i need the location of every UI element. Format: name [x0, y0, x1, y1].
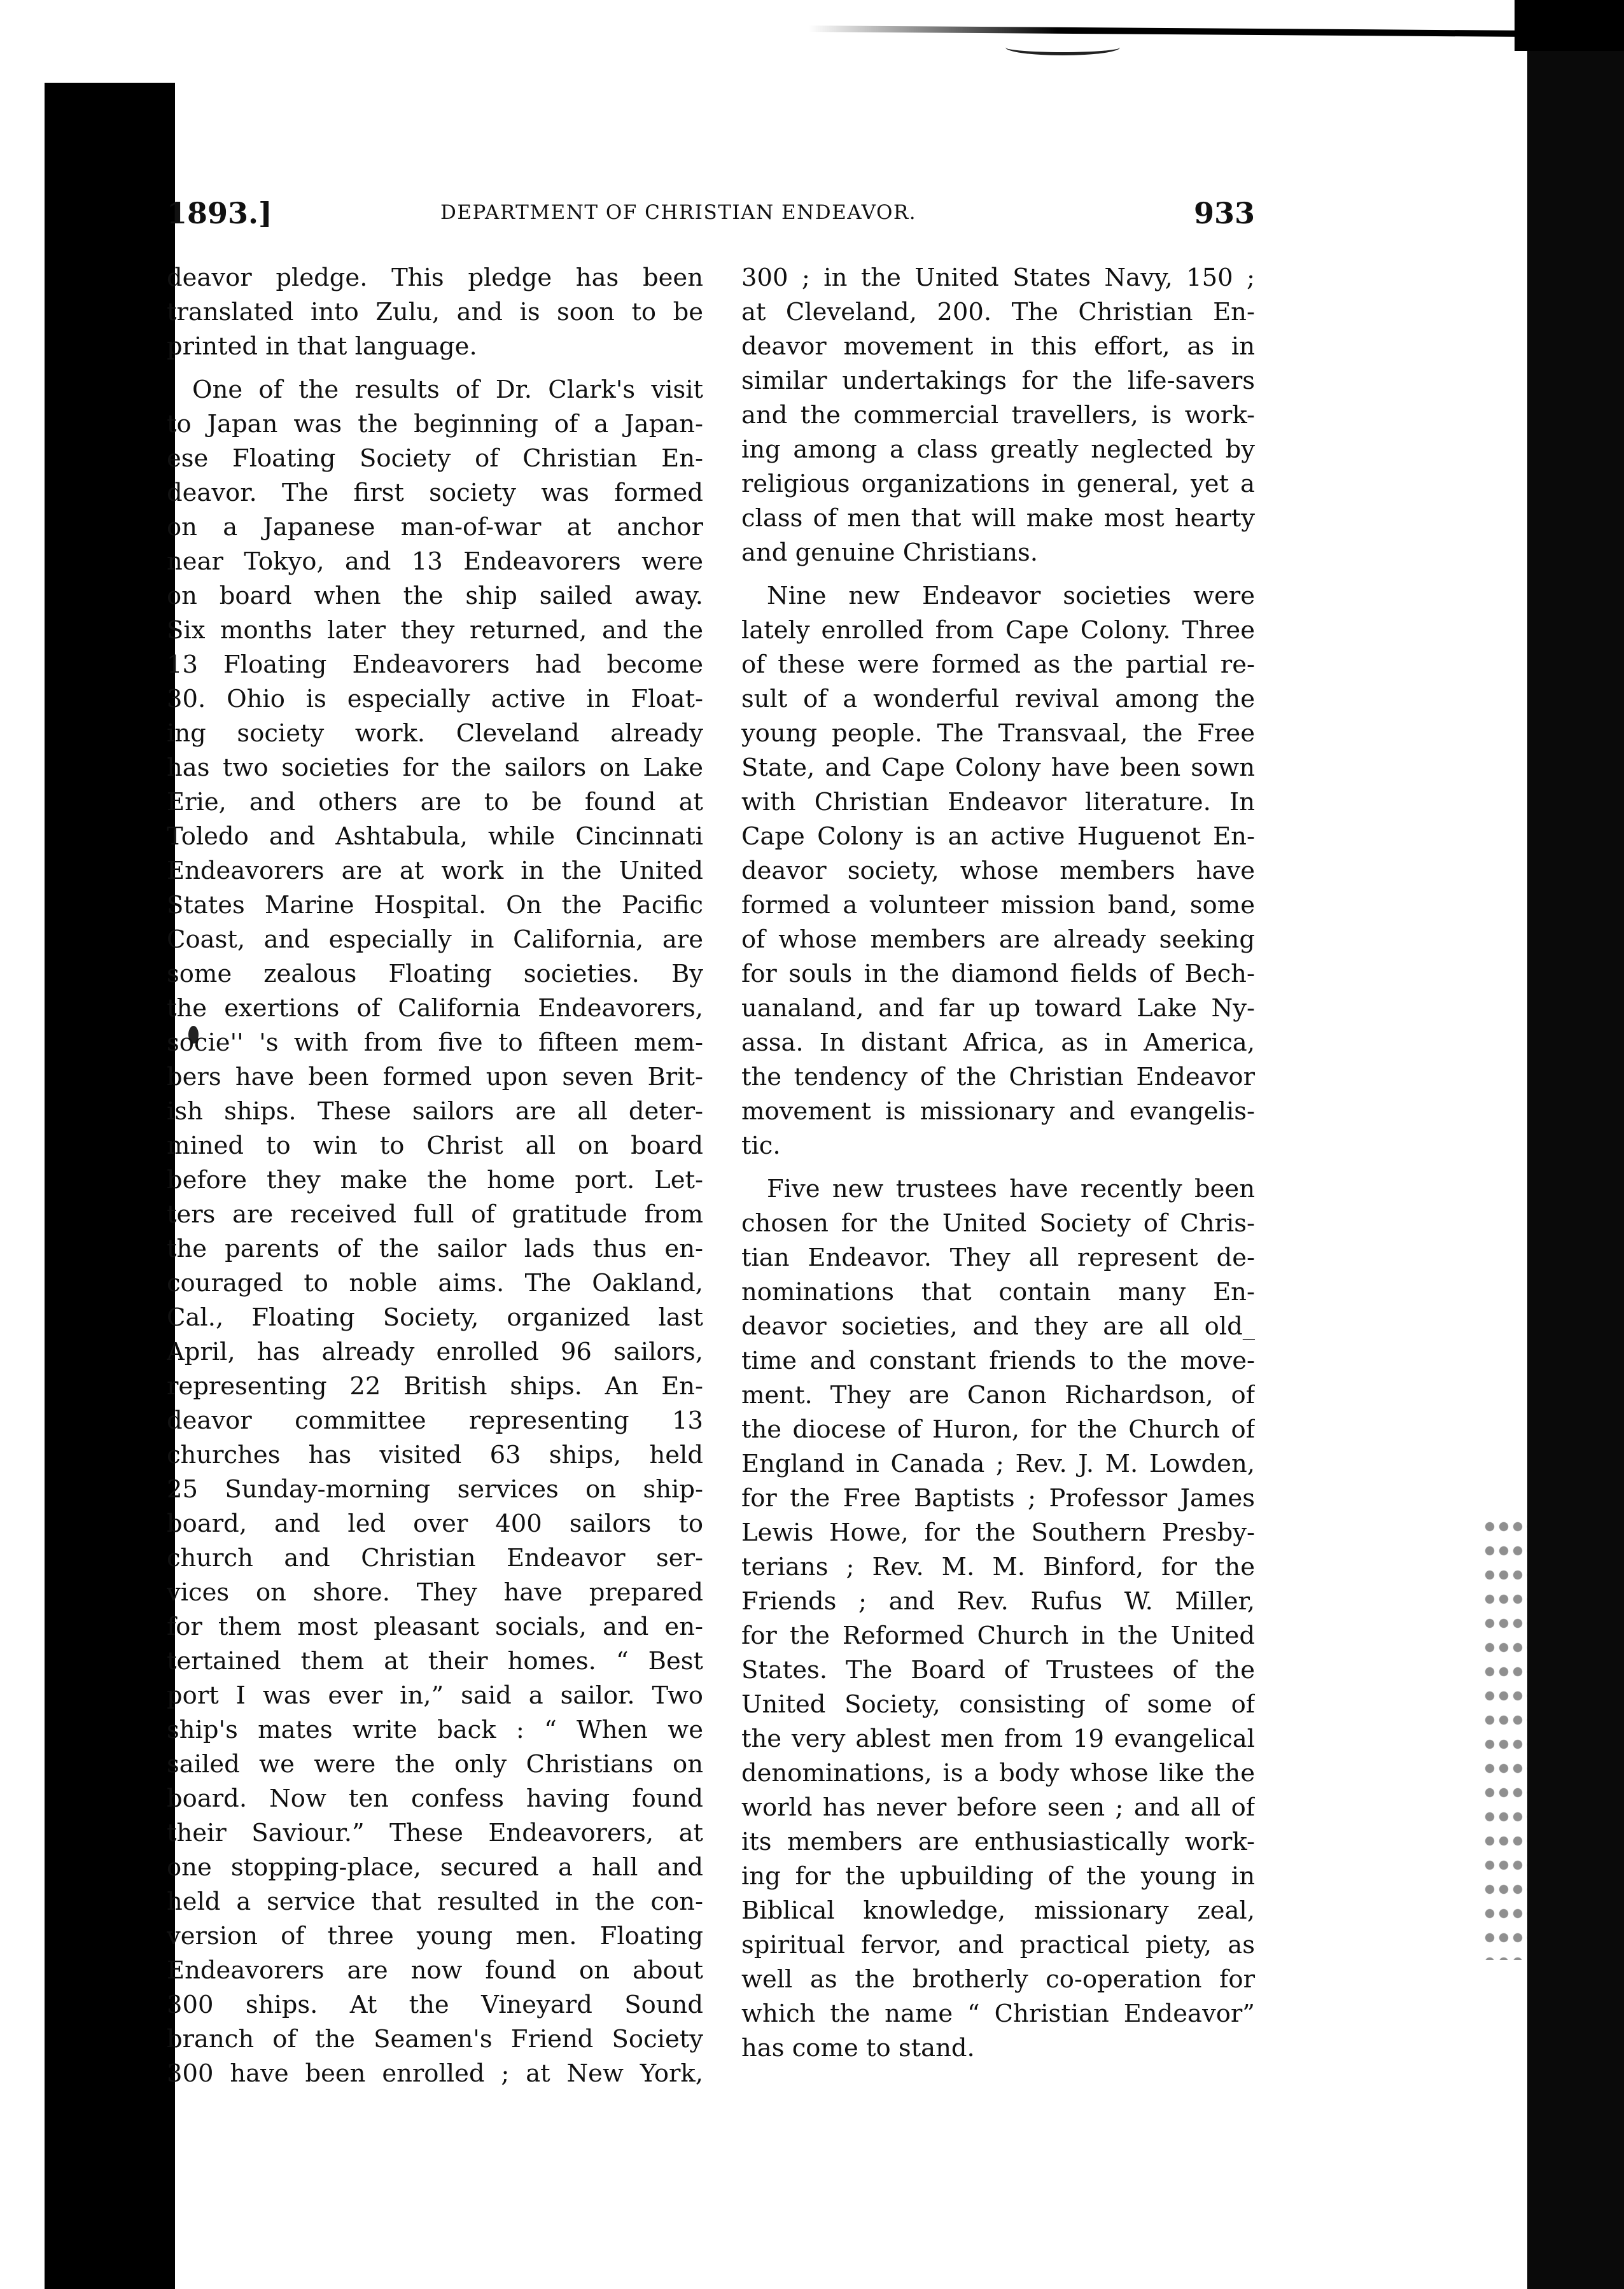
text-line: its members are enthusiastically work- [741, 1828, 1255, 1856]
text-line: States. The Board of Trustees of the [741, 1656, 1255, 1684]
text-line: ing among a class greatly neglected by [741, 435, 1255, 464]
text-line: denominations, is a body whose like the [741, 1759, 1255, 1788]
text-line: nominations that contain many En- [741, 1278, 1255, 1306]
scan-margin-left [45, 83, 175, 2289]
text-line: Friends ; and Rev. Rufus W. Miller, [741, 1587, 1255, 1616]
text-line: 25 Sunday-morning services on ship- [167, 1475, 703, 1504]
text-line: Erie, and others are to be found at [167, 788, 703, 816]
text-line: has come to stand. [741, 2034, 975, 2062]
text-line: with Christian Endeavor literature. In [741, 788, 1255, 816]
text-line: vices on shore. They have prepared [167, 1578, 703, 1607]
text-line: class of men that will make most hearty [741, 504, 1255, 533]
text-line: Endeavorers are now found on about [167, 1956, 703, 1985]
text-line: churches has visited 63 ships, held [167, 1441, 703, 1469]
text-line: which the name “ Christian Endeavor” [741, 1999, 1255, 2028]
text-line: ship's mates write back : “ When we [167, 1716, 703, 1744]
text-line: world has never before seen ; and all of [741, 1793, 1255, 1822]
text-line: State, and Cape Colony have been sown [741, 753, 1255, 782]
text-line: and genuine Christians. [741, 538, 1039, 567]
running-head [167, 196, 1255, 234]
text-line: terians ; Rev. M. M. Binford, for the [741, 1553, 1255, 1581]
text-line: near Tokyo, and 13 Endeavorers were [167, 547, 703, 576]
text-line: States Marine Hospital. On the Pacific [167, 891, 703, 920]
text-line: on a Japanese man-of-war at anchor [167, 513, 703, 542]
text-line: religious organizations in general, yet a [741, 470, 1255, 498]
text-line: their Saviour.” These Endeavorers, at [167, 1819, 703, 1847]
text-column-left [167, 261, 703, 2091]
text-line: of whose members are already seeking [741, 925, 1255, 954]
text-line: held a service that resulted in the con- [167, 1887, 703, 1916]
text-line: the very ablest men from 19 evangelical [741, 1725, 1255, 1753]
text-line: assa. In distant Africa, as in America, [741, 1028, 1255, 1057]
text-line: Toledo and Ashtabula, while Cincinnati [167, 822, 703, 851]
text-line: printed in that language. [167, 332, 477, 361]
text-line: One of the results of Dr. Clark's visit [192, 375, 703, 404]
text-line: tic. [741, 1131, 781, 1160]
text-line: tian Endeavor. They all represent de- [741, 1243, 1255, 1272]
text-line: on board when the ship sailed away. [167, 582, 703, 610]
text-line: Nine new Endeavor societies were [767, 582, 1255, 610]
page-number: 933 [1193, 196, 1255, 230]
text-line: translated into Zulu, and is soon to be [167, 298, 703, 326]
text-line: uanaland, and far up toward Lake Ny- [741, 994, 1255, 1023]
text-line: young people. The Transvaal, the Free [741, 719, 1255, 748]
text-line: before they make the home port. Let- [167, 1166, 703, 1194]
text-line: 300 ; in the United States Navy, 150 ; [741, 263, 1255, 292]
text-line: for them most pleasant socials, and en- [167, 1613, 703, 1641]
text-line: ese Floating Society of Christian En- [167, 444, 703, 473]
text-line: socie'' 's with from five to fifteen mem- [167, 1028, 703, 1057]
text-line: to Japan was the beginning of a Japan- [167, 410, 703, 438]
text-line: mined to win to Christ all on board [167, 1131, 703, 1160]
text-line: port I was ever in,” said a sailor. Two [167, 1681, 703, 1710]
text-line: the tendency of the Christian Endeavor [741, 1063, 1255, 1091]
text-line: version of three young men. Floating [167, 1922, 703, 1950]
paragraph-gap [741, 570, 1255, 579]
text-line: Six months later they returned, and the [167, 616, 703, 645]
text-line: board. Now ten confess having found [167, 1784, 703, 1813]
text-line: church and Christian Endeavor ser- [167, 1544, 703, 1572]
text-line: has two societies for the sailors on Lake [167, 753, 703, 782]
text-line: sailed we were the only Christians on [167, 1750, 703, 1779]
text-line: April, has already enrolled 96 sailors, [167, 1338, 703, 1366]
text-line: sult of a wonderful revival among the [741, 685, 1255, 713]
text-line: 300 ships. At the Vineyard Sound [167, 1991, 703, 2019]
text-line: of these were formed as the partial re- [741, 650, 1255, 679]
text-line: some zealous Floating societies. By [167, 960, 703, 988]
text-line: Biblical knowledge, missionary zeal, [741, 1896, 1255, 1925]
text-line: Cal., Floating Society, organized last [167, 1303, 703, 1332]
text-line: similar undertakings for the life-savers [741, 367, 1255, 395]
text-line: time and constant friends to the move- [741, 1347, 1255, 1375]
text-line: at Cleveland, 200. The Christian En- [741, 298, 1255, 326]
scan-streak-top [808, 25, 1521, 37]
text-line: Endeavorers are at work in the United [167, 857, 703, 885]
scan-specks-right [1483, 1515, 1527, 1960]
text-line: deavor. The first society was formed [167, 479, 703, 507]
text-line: bers have been formed upon seven Brit- [167, 1063, 703, 1091]
text-line: movement is missionary and evangelis- [741, 1097, 1255, 1126]
text-line: branch of the Seamen's Friend Society [167, 2025, 703, 2054]
text-line: the diocese of Huron, for the Church of [741, 1415, 1255, 1444]
text-line: formed a volunteer mission band, some [741, 891, 1255, 920]
text-line: Cape Colony is an active Huguenot En- [741, 822, 1255, 851]
text-line: ish ships. These sailors are all deter- [167, 1097, 703, 1126]
text-line: 300 have been enrolled ; at New York, [167, 2059, 703, 2088]
text-line: one stopping-place, secured a hall and [167, 1853, 703, 1882]
paragraph-gap [741, 1163, 1255, 1172]
text-line: deavor societies, and they are all old_ [741, 1312, 1255, 1341]
text-line: the exertions of California Endeavorers, [167, 994, 703, 1023]
paragraph-gap [167, 364, 703, 373]
text-line: board, and led over 400 sailors to [167, 1509, 703, 1538]
text-line: Lewis Howe, for the Southern Presby- [741, 1518, 1255, 1547]
text-line: ters are received full of gratitude from [167, 1200, 703, 1229]
text-line: for the Reformed Church in the United [741, 1621, 1255, 1650]
text-line: for souls in the diamond fields of Bech- [741, 960, 1255, 988]
text-line: chosen for the United Society of Chris- [741, 1209, 1255, 1238]
text-line: ing society work. Cleveland already [167, 719, 703, 748]
text-line: England in Canada ; Rev. J. M. Lowden, [741, 1450, 1255, 1478]
text-line: for the Free Baptists ; Professor James [741, 1484, 1255, 1513]
text-line: deavor committee representing 13 [167, 1406, 703, 1435]
text-line: 30. Ohio is especially active in Float- [167, 685, 703, 713]
text-column-right [741, 261, 1255, 2066]
text-line: spiritual fervor, and practical piety, as [741, 1931, 1255, 1959]
scan-curl-top [1005, 39, 1120, 55]
text-line: well as the brotherly co-operation for [741, 1965, 1255, 1994]
text-line: ing for the upbuilding of the young in [741, 1862, 1255, 1891]
text-line: representing 22 British ships. An En- [167, 1372, 703, 1401]
scan-margin-right [1527, 51, 1624, 2289]
text-line: lately enrolled from Cape Colony. Three [741, 616, 1255, 645]
text-line: Five new trustees have recently been [767, 1175, 1255, 1203]
text-line: the parents of the sailor lads thus en- [167, 1235, 703, 1263]
text-line: deavor society, whose members have [741, 857, 1255, 885]
text-line: 13 Floating Endeavorers had become [167, 650, 703, 679]
text-line: deavor movement in this effort, as in [741, 332, 1255, 361]
text-line: Coast, and especially in California, are [167, 925, 703, 954]
scan-corner-top-right [1515, 0, 1624, 51]
text-line: ment. They are Canon Richardson, of [741, 1381, 1255, 1410]
running-head-title: DEPARTMENT OF CHRISTIAN ENDEAVOR. [440, 201, 917, 224]
text-line: tertained them at their homes. “ Best [167, 1647, 703, 1676]
text-line: deavor pledge. This pledge has been [167, 263, 703, 292]
text-line: and the commercial travellers, is work- [741, 401, 1255, 430]
text-line: United Society, consisting of some of [741, 1690, 1255, 1719]
text-line: couraged to noble aims. The Oakland, [167, 1269, 703, 1298]
running-head-year: 1893.] [167, 196, 272, 230]
